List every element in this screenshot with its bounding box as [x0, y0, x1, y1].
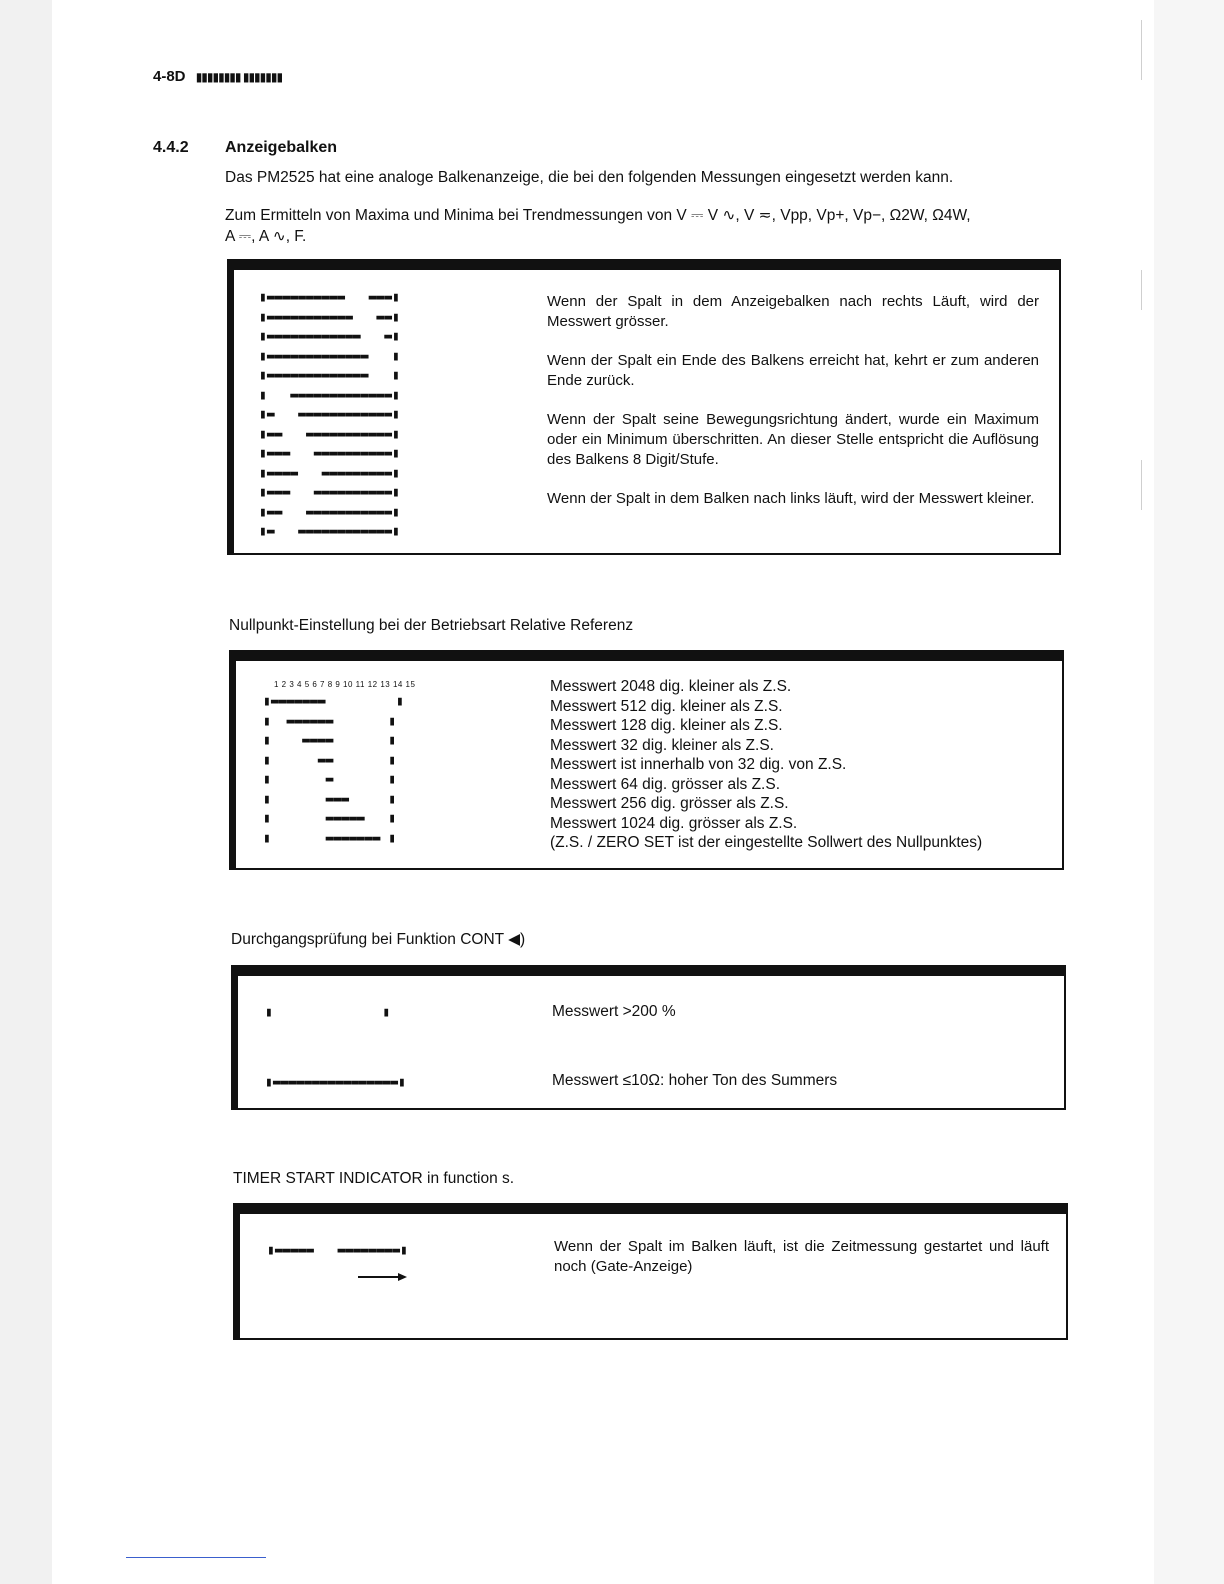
scan-artifact: [1141, 20, 1142, 80]
explanation-text: Wenn der Spalt im Balken läuft, ist die Zeitmessung gestartet und läuft noch (Gate-Anzeige): [554, 1238, 1049, 1275]
bar-line: ▮ ▬▬ ▮: [263, 752, 397, 768]
section-title: Anzeigebalken: [225, 139, 338, 156]
arrow-right-icon: [358, 1271, 408, 1283]
page-header: [153, 68, 282, 85]
intro-paragraph-2-line-2: A ⎓, A ∿, F.: [225, 228, 307, 245]
header-marks: ▮▮▮▮▮▮▮▮ ▮▮▮▮▮▮▮: [195, 70, 283, 84]
scan-artifact: [1141, 460, 1142, 510]
bar-sequence-zero-set: [263, 692, 404, 848]
bar-display-box-continuity: [231, 965, 1066, 1110]
bar-line: ▮▬▬▬▬▬▬▬▬▬▬▬▬▬ ▮: [259, 348, 400, 364]
bar-line: ▮ ▬▬▬▬ ▮: [263, 733, 397, 748]
bar-line: ▮▬▬ ▬▬▬▬▬▬▬▬▬▬▬▮: [259, 504, 400, 520]
list-item: Messwert ist innerhalb von 32 dig. von Z.S.: [550, 756, 847, 773]
bar-line: ▮▬▬▬▬ ▬▬▬▬▬▬▬▬▬▮: [259, 465, 400, 481]
caption-timer-start: TIMER START INDICATOR in function s.: [233, 1170, 515, 1187]
bar-line: ▮▬▬▬ ▬▬▬▬▬▬▬▬▬▬▮: [259, 446, 400, 461]
bar-line: ▮▬▬▬▬▬▬▬▬▬▬▬▬▬▬▬▬▮: [265, 1075, 406, 1090]
bar-line: ▮ ▬▬▬▬▬ ▮: [263, 811, 397, 826]
bar-line: ▮▬▬▬▬▬▬▬ ▮: [263, 694, 404, 709]
continuity-full-text: Messwert ≤10Ω: hoher Ton des Summers: [552, 1072, 838, 1089]
intro-paragraph-2-line-1: Zum Ermitteln von Maxima und Minima bei Trendmessungen von V ⎓ V ∿, V ≂, Vpp, Vp+, Vp−, Ω2W, Ω4W,: [225, 207, 971, 224]
bar-line: ▮▬▬ ▬▬▬▬▬▬▬▬▬▬▬▮: [259, 426, 400, 442]
bar-line: ▮▬▬▬▬▬▬▬▬▬▬▬ ▬▬▮: [259, 309, 400, 325]
bar-line: ▮ ▬ ▮: [263, 772, 397, 787]
list-item: Messwert 512 dig. kleiner als Z.S.: [550, 697, 783, 715]
continuity-open-text: Messwert >200 %: [552, 1003, 676, 1020]
list-item: Messwert 128 dig. kleiner als Z.S.: [550, 717, 783, 734]
bar-line: ▮▬ ▬▬▬▬▬▬▬▬▬▬▬▬▮: [259, 524, 400, 539]
scan-left-margin: [0, 0, 52, 1584]
explanation-text: Wenn der Spalt in dem Anzeigebalken nach rechts Läuft, wird der Messwert grösser.: [547, 293, 1039, 330]
scan-right-margin: [1154, 0, 1224, 1584]
list-item: Messwert 1024 dig. grösser als Z.S.: [550, 814, 798, 832]
explanation-text: Wenn der Spalt seine Bewegungsrichtung ändert, wurde ein Maximum oder ein Minimum überschritten. An dieser Stelle entspricht die Auflösung des Balkens 8 Digit/Stufe.: [547, 411, 1039, 468]
bar-timer: [267, 1241, 408, 1261]
bar-line: ▮ ▬▬▬ ▮: [263, 791, 397, 807]
bar-full: [265, 1073, 406, 1093]
bar-line: ▮ ▬▬▬▬▬▬▬ ▮: [263, 830, 397, 846]
footer-rule: [126, 1557, 266, 1558]
zero-set-descriptions: [550, 677, 982, 853]
list-item: Messwert 256 dig. grösser als Z.S.: [550, 795, 789, 812]
segment-scale: 1 2 3 4 5 6 7 8 9 10 11 12 13 14 15: [274, 680, 416, 689]
bar-line: ▮ ▬▬▬▬▬▬▬▬▬▬▬▬▬▮: [259, 387, 400, 403]
bar-line: ▮ ▬▬▬▬▬▬ ▮: [263, 713, 397, 729]
list-item: (Z.S. / ZERO SET ist der eingestellte Sollwert des Nullpunktes): [550, 834, 983, 851]
explanation-text: Wenn der Spalt ein Ende des Balkens erreicht hat, kehrt er zum anderen Ende zurück.: [547, 352, 1039, 389]
explanation-text: Wenn der Spalt in dem Balken nach links läuft, wird der Messwert kleiner.: [547, 490, 1035, 507]
bar-line: ▮▬▬▬▬▬▬▬▬▬▬▬▬ ▬▮: [259, 329, 400, 344]
bar-display-box-zero-set: [229, 650, 1064, 870]
section-number: 4.4.2: [153, 139, 189, 156]
bar-display-box-trend: [227, 259, 1061, 555]
scan-artifact: [1141, 270, 1142, 310]
bar-open: [265, 1003, 390, 1023]
caption-continuity: Durchgangsprüfung bei Funktion CONT ◀): [231, 931, 526, 948]
timer-explanation: [554, 1237, 1049, 1296]
bar-sequence-trend: [259, 288, 400, 542]
page-number: 4-8D: [153, 68, 186, 85]
list-item: Messwert 64 dig. grösser als Z.S.: [550, 775, 780, 793]
bar-line: ▮▬ ▬▬▬▬▬▬▬▬▬▬▬▬▮: [259, 407, 400, 422]
bar-display-box-timer: [233, 1203, 1068, 1340]
bar-line: ▮▬▬▬▬▬▬▬▬▬▬▬▬▬ ▮: [259, 368, 400, 383]
list-item: Messwert 32 dig. kleiner als Z.S.: [550, 736, 774, 754]
box1-explanations: [547, 292, 1039, 528]
intro-paragraph-1: Das PM2525 hat eine analoge Balkenanzeige, die bei den folgenden Messungen eingesetzt werden kann.: [225, 169, 954, 186]
caption-relative-reference: Nullpunkt-Einstellung bei der Betriebsart Relative Referenz: [229, 617, 634, 634]
bar-line: ▮ ▮: [265, 1005, 391, 1020]
bar-line: ▮▬▬▬▬▬ ▬▬▬▬▬▬▬▬▮: [267, 1243, 408, 1258]
list-item: Messwert 2048 dig. kleiner als Z.S.: [550, 678, 792, 695]
bar-line: ▮▬▬▬▬▬▬▬▬▬▬ ▬▬▬▮: [259, 290, 400, 305]
bar-line: ▮▬▬▬ ▬▬▬▬▬▬▬▬▬▬▮: [259, 485, 400, 500]
